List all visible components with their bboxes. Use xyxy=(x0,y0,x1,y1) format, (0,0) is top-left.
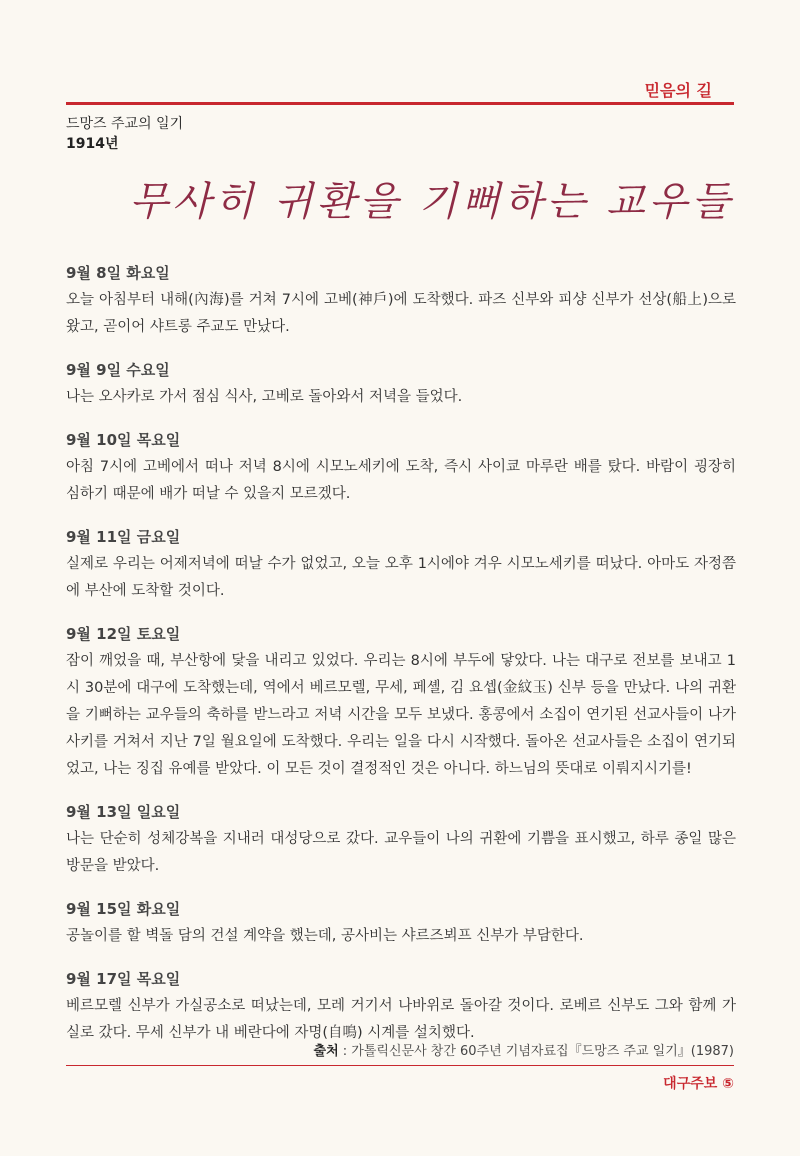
page-headline: 무사히 귀환을 기뻐하는 교우들 xyxy=(129,179,734,225)
entry-text: 아침 7시에 고베에서 떠나 저녁 8시에 시모노세키에 도착, 즉시 사이쿄 마루란 배를 탔다. 바람이 굉장히 심하기 때문에 배가 떠날 수 있을지 모르겠다. xyxy=(66,459,736,502)
diary-entry xyxy=(66,968,736,1047)
entry-text: 공놀이를 할 벽돌 담의 건설 계약을 했는데, 공사비는 샤르즈뵈프 신부가 부담한다. xyxy=(66,928,584,944)
diary-entry xyxy=(66,526,736,605)
series-year: 1914년 xyxy=(66,136,119,152)
entry-date: 9월 10일 목요일 xyxy=(66,431,181,449)
diary-entry xyxy=(66,262,736,341)
entry-date: 9월 13일 일요일 xyxy=(66,803,181,821)
entry-text: 잠이 깨었을 때, 부산항에 닻을 내리고 있었다. 우리는 8시에 부두에 닿았다. 나는 대구로 전보를 보내고 1시 30분에 대구에 도착했는데, 역에서 베르모렐, 무세, 페셸, 김 요셉(金紋玉) 신부 등을 만났다. 나의 귀환을 기뻐하는 교우들의 축하를 받느라고 저녁 시간을 모두 보냈다. 홍콩에서 소집이 연기된 선교사들이 나가사키를 거쳐서 지난 7일 월요일에 도착했다. 우리는 일을 다시 시작했다. 돌아온 선교사들은 소집이 연기되었고, 나는 징집 유예를 받았다. 이 모든 것이 결정적인 것은 아니다. 하느님의 뜻대로 이뤄지시기를! xyxy=(66,653,736,777)
entry-text: 오늘 아침부터 내해(內海)를 거쳐 7시에 고베(神戶)에 도착했다. 파즈 신부와 피샹 신부가 선상(船上)으로 왔고, 곧이어 샤트롱 주교도 만났다. xyxy=(66,292,736,335)
section-tag: 믿음의 길 xyxy=(644,81,712,100)
entry-date: 9월 8일 화요일 xyxy=(66,264,170,282)
source-text: : 가톨릭신문사 창간 60주년 기념자료집『드망즈 주교 일기』(1987) xyxy=(338,1044,734,1059)
footer-publication: 대구주보 ⑤ xyxy=(663,1076,734,1092)
diary-entry xyxy=(66,898,736,950)
diary-entry xyxy=(66,359,736,411)
diary-entries xyxy=(66,262,736,1065)
bottom-divider xyxy=(66,1065,734,1066)
source-citation xyxy=(314,1040,734,1059)
entry-date: 9월 11일 금요일 xyxy=(66,528,181,546)
top-divider xyxy=(66,102,734,105)
entry-date: 9월 12일 토요일 xyxy=(66,625,181,643)
entry-text: 베르모렐 신부가 가실공소로 떠났는데, 모레 거기서 나바위로 돌아갈 것이다. 로베르 신부도 그와 함께 가실로 갔다. 무세 신부가 내 베란다에 자명(自鳴) 시계를 설치했다. xyxy=(66,998,736,1041)
diary-entry xyxy=(66,623,736,783)
entry-date: 9월 9일 수요일 xyxy=(66,361,170,379)
entry-text: 나는 단순히 성체강복을 지내러 대성당으로 갔다. 교우들이 나의 귀환에 기쁨을 표시했고, 하루 종일 많은 방문을 받았다. xyxy=(66,831,736,874)
diary-entry xyxy=(66,801,736,880)
entry-date: 9월 15일 화요일 xyxy=(66,900,181,918)
diary-entry xyxy=(66,429,736,508)
entry-text: 실제로 우리는 어제저녁에 떠날 수가 없었고, 오늘 오후 1시에야 겨우 시모노세키를 떠났다. 아마도 자정쯤에 부산에 도착할 것이다. xyxy=(66,556,736,599)
source-label: 출처 xyxy=(313,1044,339,1059)
entry-date: 9월 17일 목요일 xyxy=(66,970,181,988)
series-name: 드망즈 주교의 일기 xyxy=(66,116,184,132)
entry-text: 나는 오사카로 가서 점심 식사, 고베로 돌아와서 저녁을 들었다. xyxy=(66,389,463,405)
